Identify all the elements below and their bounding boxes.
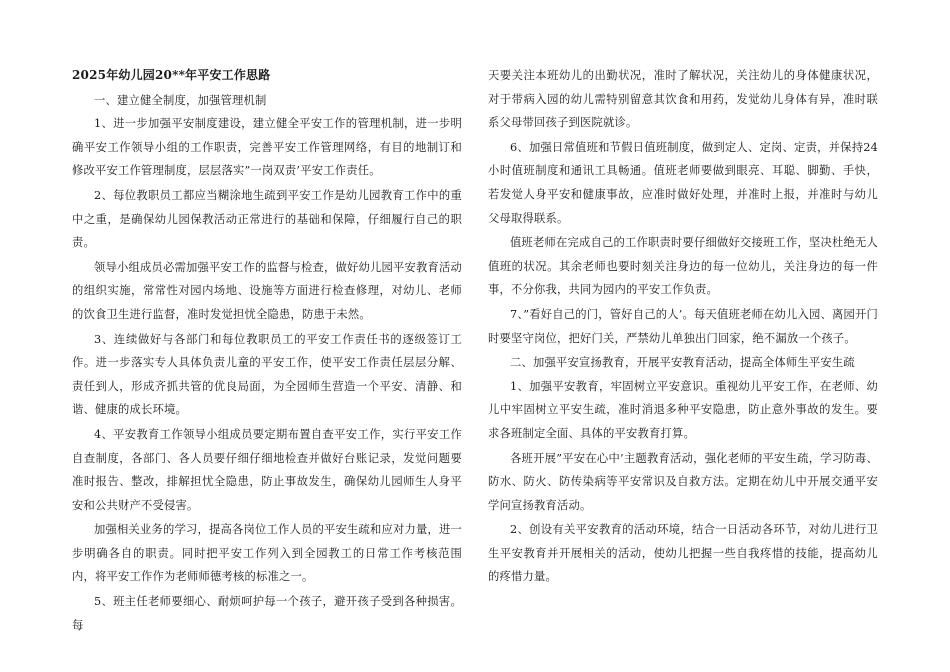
paragraph: 1、进一步加强平安制度建设，建立健全平安工作的管理机制，进一步明确平安工作领导小组的工作职责，完善平安工作管理网络，有目的地制订和修改平安工作管理制度，层层落实”一岗双责’平安工作责任。 [72, 117, 462, 178]
document-title: 2025年幼儿园20**年平安工作思路 [72, 68, 271, 82]
paragraph: 值班老师在完成自己的工作职责时要仔细做好交接班工作，坚决杜绝无人值班的状况。其余老师也要时刻关注身边的每一位幼儿，关注身边的每一件事，不分你我，共同为园内的平安工作负责。 [488, 236, 878, 297]
paragraph: 2、每位教职员工都应当糊涂地生疏到平安工作是幼儿园教育工作中的重中之重，是确保幼儿园保教活动正常进行的基础和保障，仔细履行自己的职责。 [72, 188, 462, 250]
paragraph: 2、创设有关平安教育的活动环境，结合一日活动各环节，对幼儿进行卫生平安教育并开展相关的活动，使幼儿把握一些自我疼惜的技能，提高幼儿的疼惜力量。 [488, 523, 878, 584]
paragraph: 领导小组成员必需加强平安工作的监督与检查，做好幼儿园平安教育活动的组织实施，常常性对园内场地、设施等方面进行检查修理，对幼儿、老师的饮食卫生进行监督，准时发觉担忧全隐患，防患于未然。 [72, 260, 462, 321]
paragraph: 加强相关业务的学习，提高各岗位工作人员的平安生疏和应对力量，进一步明确各自的职责。同时把平安工作列入到全园教工的日常工作考核范围内，将平安工作作为老师师德考核的标准之一。 [72, 523, 462, 584]
paragraph: 各班开展”平安在心中’主题教育活动，强化老师的平安生疏，学习防毒、防水、防火、防传染病等平安常识及自救方法。定期在幼儿中开展交通平安学问宣扬教育活动。 [488, 451, 878, 512]
left-column [72, 64, 462, 637]
section-heading-1: 一、建立健全制度，加强管理机制 [94, 93, 267, 107]
paragraph: 7、”看好自己的门，管好自己的人’。每天值班老师在幼儿入园、离园开门时要坚守岗位，把好门关，严禁幼儿单独出门回家，绝不漏放一个孩子。 [488, 307, 878, 345]
paragraph: 6、加强日常值班和节假日值班制度，做到定人、定岗、定责，并保持24小时值班制度和通讯工具畅通。值班老师要做到眼亮、耳聪、脚勤、手快，若发觉人身平安和健康事故，应准时做好处理，并准时上报，并准时与幼儿父母取得联系。 [488, 140, 878, 225]
right-column [488, 64, 878, 589]
section-heading-2: 二、加强平安宣扬教育，开展平安教育活动，提高全体师生平安生疏 [510, 356, 855, 370]
paragraph: 4、平安教育工作领导小组成员要定期布置自查平安工作，实行平安工作自查制度，各部门、各人员要仔细仔细地检查并做好台账记录，发觉问题要准时报告、整改，排解担忧全隐患，防止事故发生，确保幼儿园师生人身平安和公共财产不受侵害。 [72, 427, 462, 512]
paragraph: 3、连续做好与各部门和每位教职员工的平安工作责任书的逐级签订工作。进一步落实专人具体负责儿童的平安工作，使平安工作责任层层分解、责任到人，形成齐抓共管的优良局面，为全园师生营造一个平安、清静、和谐、健康的成长环境。 [72, 332, 462, 417]
paragraph: 5、班主任老师要细心、耐烦呵护每一个孩子，避开孩子受到各种损害。每 [72, 595, 462, 632]
paragraph: 1、加强平安教育，牢固树立平安意识。重视幼儿平安工作，在老师、幼儿中牢固树立平安生疏，准时消退多种平安隐患，防止意外事故的发生。要求各班制定全面、具体的平安教育打算。 [488, 379, 878, 440]
paragraph-continuation: 天要关注本班幼儿的出勤状况，准时了解状况，关注幼儿的身体健康状况，对于带病入园的幼儿需特别留意其饮食和用药，发觉幼儿身体有异，准时联系父母带回孩子到医院就诊。 [488, 69, 878, 130]
